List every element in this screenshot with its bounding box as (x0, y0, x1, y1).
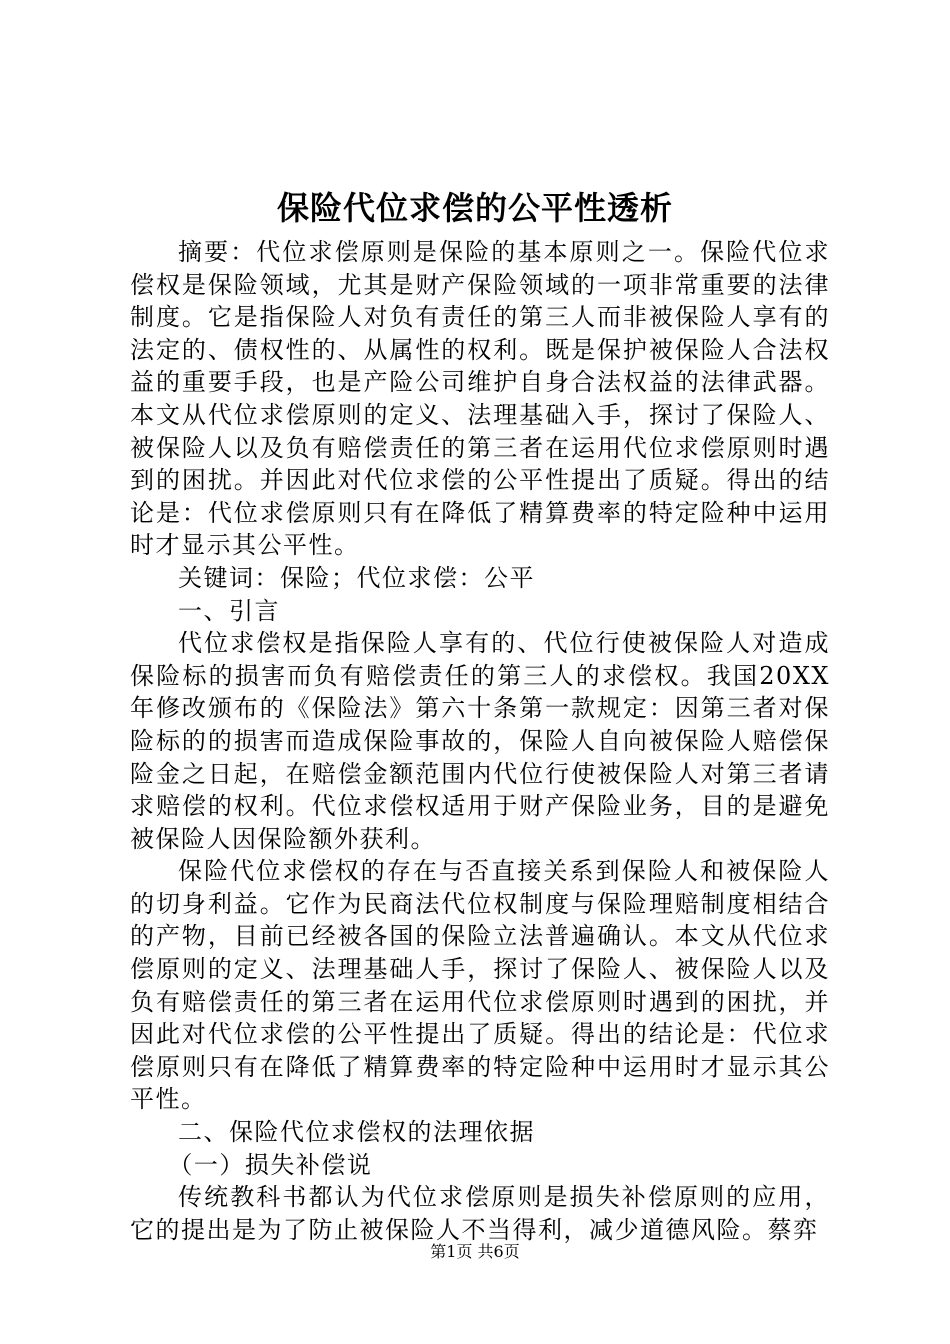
body-paragraph: 传统教科书都认为代位求偿原则是损失补偿原则的应用，它的提出是为了防止被保险人不当得利，减少道德风险。蔡弈 (130, 1183, 830, 1244)
body-paragraph: 代位求偿权是指保险人享有的、代位行使被保险人对造成保险标的损害而负有赔偿责任的第三人的求偿权。我国20XX年修改颁布的《保险法》第六十条第一款规定：因第三者对保险标的的损害而造成保险事故的，保险人自向被保险人赔偿保险金之日起，在赔偿金额范围内代位行使被保险人对第三者请求赔偿的权利。代位求偿权适用于财产保险业务，目的是避免被保险人因保险额外获利。 (130, 629, 830, 853)
document-title: 保险代位求偿的公平性透析 (276, 189, 673, 227)
body-paragraph: 保险代位求偿权的存在与否直接关系到保险人和被保险人的切身利益。它作为民商法代位权制度与保险理赔制度相结合的产物，目前已经被各国的保险立法普遍确认。本文从代位求偿原则的定义、法理基础人手，探讨了保险人、被保险人以及负有赔偿责任的第三者在运用代位求偿原则时遇到的困扰，并因此对代位求偿的公平性提出了质疑。得出的结论是：代位求偿原则只有在降低了精算费率的特定险种中运用时才显示其公平性。 (130, 857, 830, 1114)
document-body (130, 236, 830, 1246)
subsection-heading-loss-compensation: （一）损失补偿说 (168, 1150, 373, 1179)
section-heading-introduction: 一、引言 (178, 596, 280, 625)
section-heading-legal-basis: 二、保险代位求偿权的法理依据 (178, 1118, 535, 1147)
abstract-paragraph: 摘要：代位求偿原则是保险的基本原则之一。保险代位求偿权是保险领域，尤其是财产保险领域的一项非常重要的法律制度。它是指保险人对负有责任的第三人而非被保险人享有的法定的、债权性的、从属性的权利。既是保护被保险人合法权益的重要手段，也是产险公司维护自身合法权益的法律武器。本文从代位求偿原则的定义、法理基础入手，探讨了保险人、被保险人以及负有赔偿责任的第三者在运用代位求偿原则时遇到的困扰。并因此对代位求偿的公平性提出了质疑。得出的结论是：代位求偿原则只有在降低了精算费率的特定险种中运用时才显示其公平性。 (130, 238, 830, 560)
keywords-line: 关键词：保险；代位求偿：公平 (178, 563, 535, 592)
page-number-footer: 第1页 共6页 (430, 1242, 520, 1261)
